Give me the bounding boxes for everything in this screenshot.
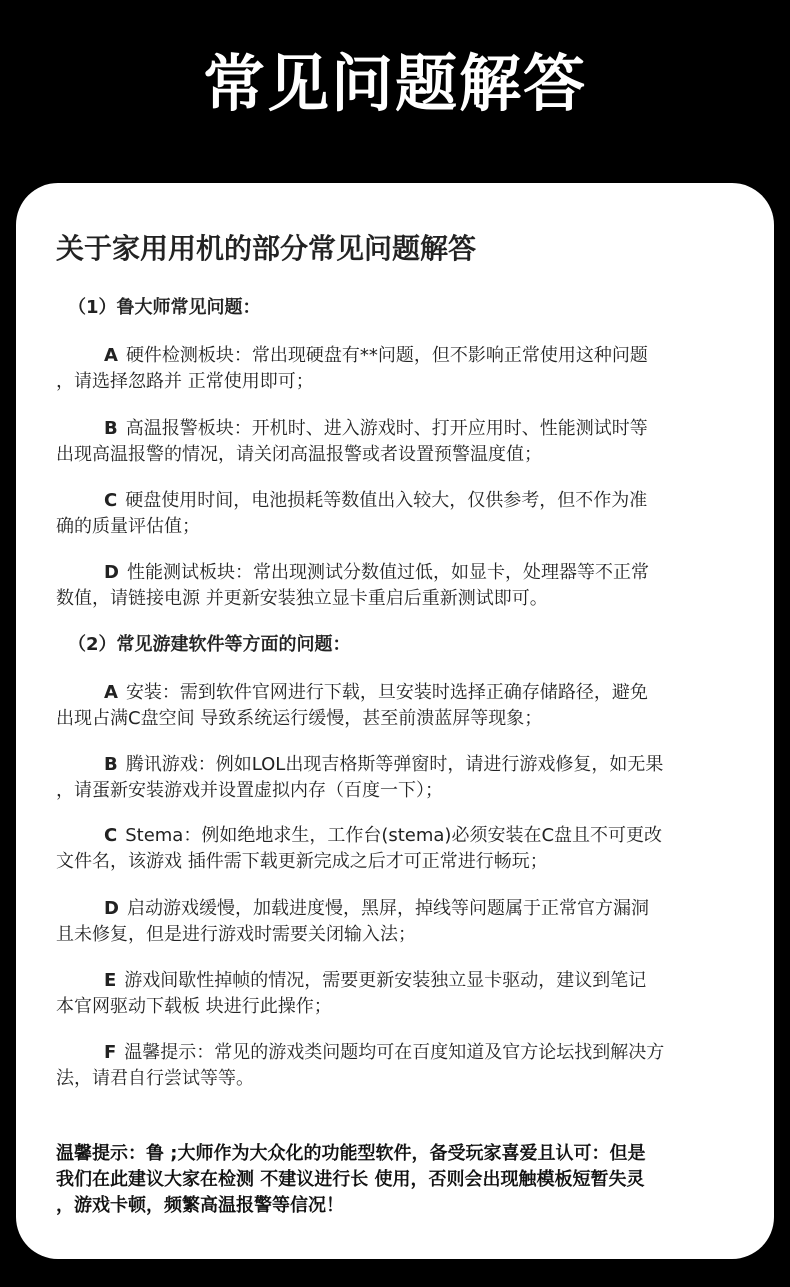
item-text-line2: ，请蛋新安装游戏并设置虚拟内存（百度一下）；	[56, 780, 443, 801]
item-text-line2: 本官网驱动下载板 块进行此操作；	[56, 996, 332, 1017]
item-letter: A	[104, 345, 118, 366]
item-text-line2: 法，请君自行尝试等等。	[56, 1068, 254, 1089]
faq-item-game-d	[56, 896, 726, 948]
item-text-line1: 性能测试板块：常出现测试分数值过低，如显卡，处理器等不正常	[126, 562, 649, 583]
item-text-line1: 安装：需到软件官网进行下载，旦安装时选择正确存储路径，避免	[125, 682, 648, 703]
item-text-line1: 游戏间歇性掉帧的情况，需要更新安装独立显卡驱动，建议到笔记	[124, 970, 647, 991]
note-line2: 我们在此建议大家在检测 不建议进行长 使用，否则会出现触模板短暂失灵	[56, 1169, 645, 1190]
faq-item-game-c	[56, 823, 726, 875]
note-line1: 温馨提示：鲁 ;大师作为大众化的功能型软件，备受玩家喜爱且认可：但是	[56, 1143, 646, 1164]
item-letter: B	[104, 418, 118, 439]
section-title-game-software: （2）常见游建软件等方面的问题：	[68, 634, 351, 655]
item-letter: A	[104, 682, 118, 703]
item-letter: C	[104, 490, 118, 511]
item-text-line1: 启动游戏缓慢，加载进度慢，黑屏，掉线等问题属于正常官方漏洞	[126, 898, 649, 919]
item-letter: F	[104, 1042, 117, 1063]
item-text-line1: Stema：例如绝地求生，工作台(stema)必须安装在C盘且不可更改	[125, 825, 663, 846]
item-letter: C	[104, 825, 118, 846]
item-text-line1: 高温报警板块：开机时、进入游戏时、打开应用时、性能测试时等	[125, 418, 648, 439]
item-text-line2: 出现高温报警的情况，请关闭高温报警或者设置预警温度值；	[56, 444, 542, 465]
item-text-line2: ，请选择忽路并 正常使用即可；	[56, 371, 314, 392]
faq-item-ludashi-d	[56, 560, 726, 612]
item-text-line2: 出现占满C盘空间 导致系统运行缓慢，甚至前溃蓝屏等现象；	[56, 708, 543, 729]
card-heading: 关于家用用机的部分常见问题解答	[56, 232, 477, 265]
faq-item-ludashi-a	[56, 343, 726, 395]
faq-card	[16, 183, 774, 1259]
item-text-line2: 且未修复，但是进行游戏时需要关闭输入法；	[56, 924, 416, 945]
item-letter: D	[104, 898, 119, 919]
item-text-line1: 腾讯游戏：例如LOL出现吉格斯等弹窗时，请进行游戏修复，如无果	[125, 754, 664, 775]
item-text-line1: 硬件检测板块：常出现硬盘有**问题，但不影响正常使用这种问题	[125, 345, 648, 366]
warm-tip-note	[56, 1141, 746, 1219]
item-text-line2: 确的质量评估值；	[56, 516, 200, 537]
faq-item-game-b	[56, 752, 726, 804]
faq-item-game-a	[56, 680, 726, 732]
item-letter: D	[104, 562, 119, 583]
page-title: 常见问题解答	[202, 47, 587, 120]
item-text-line2: 数值，请链接电源 并更新安装独立显卡重启后重新测试即可。	[56, 588, 548, 609]
note-line3: ，游戏卡顿，频繁高温报警等信况！	[56, 1195, 344, 1216]
item-text-line1: 温馨提示：常见的游戏类问题均可在百度知道及官方论坛找到解决方	[124, 1042, 665, 1063]
faq-item-ludashi-b	[56, 416, 726, 468]
section-title-ludashi: （1）鲁大师常见问题：	[68, 297, 261, 318]
faq-item-game-e	[56, 968, 726, 1020]
faq-item-ludashi-c	[56, 488, 726, 540]
item-letter: E	[104, 970, 117, 991]
item-text-line1: 硬盘使用时间，电池损耗等数值出入较大，仅供参考，但不作为准	[125, 490, 648, 511]
faq-item-game-f	[56, 1040, 726, 1092]
item-letter: B	[104, 754, 118, 775]
item-text-line2: 文件名，该游戏 插件需下载更新完成之后才可正常进行畅玩；	[56, 851, 548, 872]
